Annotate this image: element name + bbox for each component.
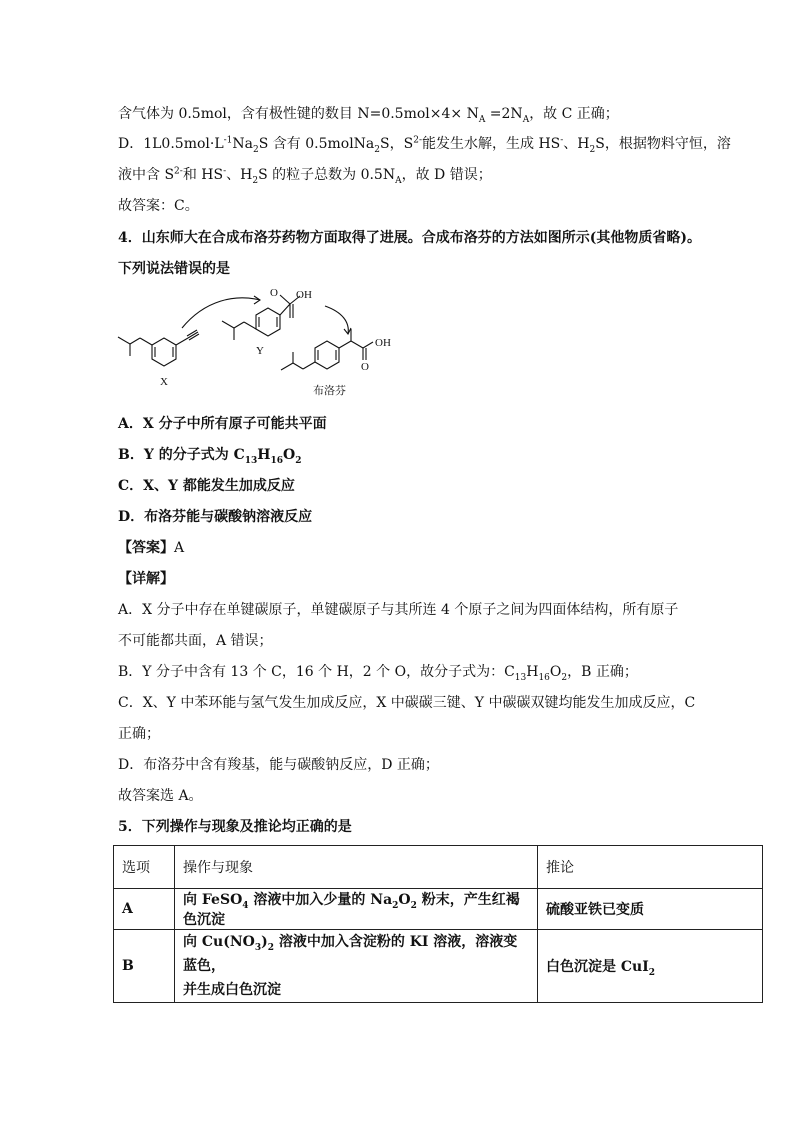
q4-detail-c-2: 正确； [118, 726, 160, 742]
q4-conclusion: 故答案选 A。 [118, 788, 203, 804]
q4-option-d: D．布洛芬能与碳酸钠溶液反应 [118, 509, 313, 525]
label-ibuprofen: 布洛芬 [313, 385, 346, 397]
q4-detail-label: 【详解】 [118, 571, 174, 587]
label-y: Y [256, 345, 264, 357]
row-a-option: A [114, 889, 175, 930]
label-x: X [160, 376, 168, 388]
label-o1: O [270, 287, 278, 299]
text-line-2: D．$1L0.5mol\cdot L^{-1}Na_2S$ 含有 0.5molNa$_2$S，$S^{2-}$能发生水解，生成 HS-、$H_2S$，根据物料守恒，溶 [118, 135, 731, 155]
row-a-conclusion: 硫酸亚铁已变质 [538, 889, 763, 930]
q4-stem-line-1: 4．山东师大在合成布洛芬药物方面取得了进展。合成布洛芬的方法如图所示(其他物质省略)。 [118, 230, 701, 246]
row-b-option: B [114, 930, 175, 1003]
table-row [114, 930, 763, 1003]
q4-answer: 【答案】A [118, 540, 185, 556]
q4-option-b: B．Y 的分子式为 $C_{13}H_{16}O_2$ [118, 447, 302, 466]
molecule-x [118, 330, 199, 366]
header-option: 选项 [114, 846, 175, 889]
q5-stem: 5．下列操作与现象及推论均正确的是 [118, 819, 352, 835]
row-b-operation-line-1: 向 $Cu(NO_3)_2$ 溶液中加入含淀粉的 KI 溶液，溶液变蓝色， [183, 934, 518, 974]
row-b-conclusion: 白色沉淀是 CuI$_2$ [538, 930, 763, 1003]
header-conclusion: 推论 [538, 846, 763, 889]
header-operation: 操作与现象 [175, 846, 538, 889]
text-line-3: 液中含 $S^{2-}$和 HS-、$H_2S$ 的粒子总数为 $0.5N_A$，故 D 错误； [118, 166, 492, 186]
row-b-operation-line-2: 并生成白色沉淀 [183, 982, 281, 998]
q4-detail-a-2: 不可能都共面，A 错误； [118, 633, 273, 649]
reaction-scheme-diagram [110, 282, 410, 400]
row-b-operation [175, 930, 538, 1003]
label-oh1: OH [296, 289, 312, 301]
table-header-row [114, 846, 763, 889]
q4-option-c: C．X、Y 都能发生加成反应 [118, 478, 295, 494]
label-oh2: OH [375, 337, 391, 349]
q5-table [113, 845, 763, 1003]
q4-stem-line-2: 下列说法错误的是 [118, 261, 230, 277]
molecule-y [222, 292, 300, 340]
q4-detail-d: D．布洛芬中含有羧基，能与碳酸钠反应，D 正确； [118, 757, 439, 773]
molecule-ibuprofen [281, 329, 373, 370]
text-line-1: 含气体为 0.5mol，含有极性键的数目 $N=0.5mol\times 4\times N_A =2N_A$，故 C 正确； [118, 106, 619, 125]
table-row [114, 889, 763, 930]
text-line-4: 故答案：C。 [118, 198, 199, 214]
row-a-operation: 向 FeSO$_4$ 溶液中加入少量的 $Na_2O_2$ 粉末，产生红褐色沉淀 [175, 889, 538, 930]
q4-option-a: A．X 分子中所有原子可能共平面 [118, 416, 327, 432]
q4-detail-b: B．Y 分子中含有 13 个 C，16 个 H，2 个 O，故分子式为：$C_{13}H_{16}O_2$，B 正确； [118, 664, 638, 683]
q4-detail-a-1: A．X 分子中存在单键碳原子，单键碳原子与其所连 4 个原子之间为四面体结构，所有原子 [118, 602, 679, 618]
label-o2: O [361, 361, 369, 373]
q4-detail-c-1: C．X、Y 中苯环能与氢气发生加成反应，X 中碳碳三键、Y 中碳碳双键均能发生加成反应，C [118, 695, 696, 711]
